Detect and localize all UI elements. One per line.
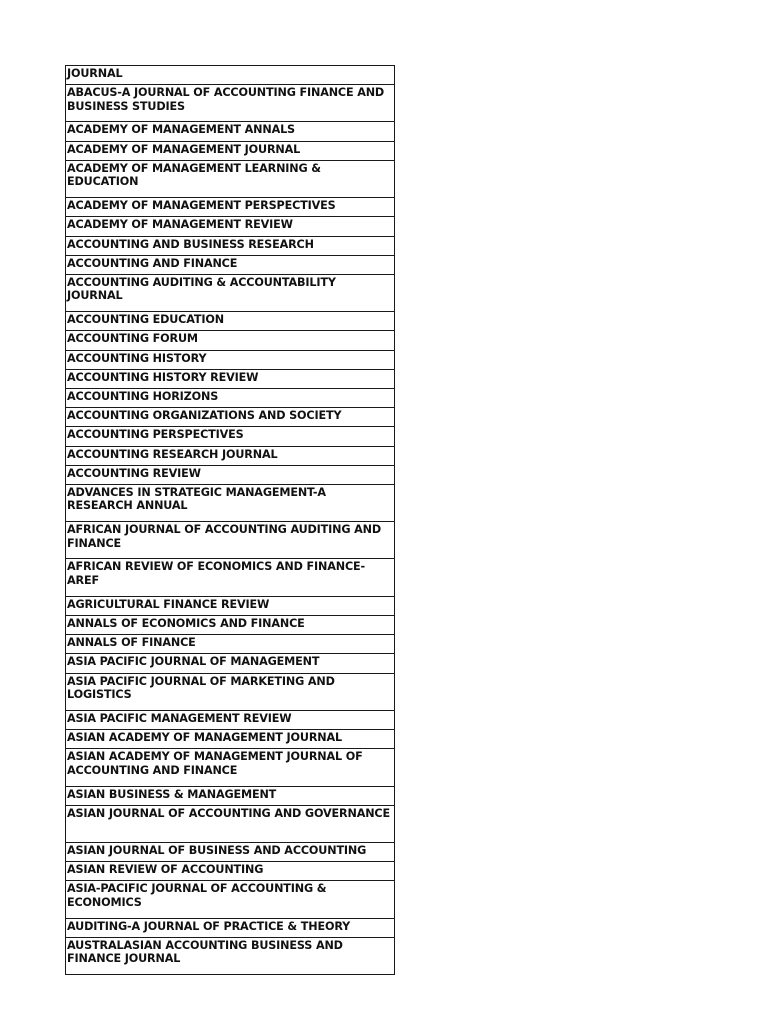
table-row <box>66 350 395 369</box>
table-row <box>66 198 395 217</box>
journal-cell[interactable]: ACCOUNTING REVIEW <box>66 465 395 484</box>
journal-table <box>65 65 395 975</box>
table-row <box>66 710 395 729</box>
journal-cell[interactable]: ACCOUNTING AUDITING & ACCOUNTABILITY JOURNAL <box>66 274 395 311</box>
journal-cell[interactable]: ASIAN ACADEMY OF MANAGEMENT JOURNAL OF ACCOUNTING AND FINANCE <box>66 749 395 786</box>
journal-cell[interactable]: ASIA PACIFIC MANAGEMENT REVIEW <box>66 710 395 729</box>
table-row <box>66 673 395 710</box>
journal-cell[interactable]: ASIAN REVIEW OF ACCOUNTING <box>66 862 395 881</box>
header-row <box>66 66 395 85</box>
journal-cell[interactable]: ANNALS OF ECONOMICS AND FINANCE <box>66 615 395 634</box>
journal-cell[interactable]: ASIA PACIFIC JOURNAL OF MARKETING AND LOGISTICS <box>66 673 395 710</box>
journal-cell[interactable]: ASIAN ACADEMY OF MANAGEMENT JOURNAL <box>66 730 395 749</box>
journal-cell[interactable]: ASIAN JOURNAL OF ACCOUNTING AND GOVERNANCE <box>66 805 395 842</box>
table-row <box>66 236 395 255</box>
table-row <box>66 217 395 236</box>
journal-cell[interactable]: ABACUS-A JOURNAL OF ACCOUNTING FINANCE AND BUSINESS STUDIES <box>66 85 395 122</box>
journal-cell[interactable]: ACCOUNTING AND FINANCE <box>66 255 395 274</box>
table-row <box>66 522 395 559</box>
table-row <box>66 881 395 918</box>
journal-cell[interactable]: ACCOUNTING HISTORY <box>66 350 395 369</box>
journal-cell[interactable]: ASIA-PACIFIC JOURNAL OF ACCOUNTING & ECONOMICS <box>66 881 395 918</box>
journal-cell[interactable]: ACCOUNTING HISTORY REVIEW <box>66 369 395 388</box>
table-row <box>66 331 395 350</box>
journal-rows <box>66 85 395 975</box>
table-row <box>66 805 395 842</box>
journal-cell[interactable]: AUDITING-A JOURNAL OF PRACTICE & THEORY <box>66 918 395 937</box>
table-row <box>66 654 395 673</box>
table-row <box>66 446 395 465</box>
journal-cell[interactable]: ACADEMY OF MANAGEMENT REVIEW <box>66 217 395 236</box>
journal-cell[interactable]: ACADEMY OF MANAGEMENT PERSPECTIVES <box>66 198 395 217</box>
journal-cell[interactable]: ACADEMY OF MANAGEMENT ANNALS <box>66 122 395 141</box>
table-row <box>66 786 395 805</box>
table-row <box>66 465 395 484</box>
table-row <box>66 312 395 331</box>
table-row <box>66 484 395 521</box>
column-header-journal[interactable]: JOURNAL <box>66 66 395 85</box>
journal-cell[interactable]: ACCOUNTING RESEARCH JOURNAL <box>66 446 395 465</box>
journal-cell[interactable]: ASIAN BUSINESS & MANAGEMENT <box>66 786 395 805</box>
journal-cell[interactable]: AGRICULTURAL FINANCE REVIEW <box>66 596 395 615</box>
table-row <box>66 369 395 388</box>
table-row <box>66 274 395 311</box>
table-row <box>66 408 395 427</box>
table-row <box>66 427 395 446</box>
table-row <box>66 122 395 141</box>
journal-cell[interactable]: AUSTRALASIAN ACCOUNTING BUSINESS AND FINANCE JOURNAL <box>66 937 395 974</box>
table-row <box>66 635 395 654</box>
table-row <box>66 596 395 615</box>
table-row <box>66 141 395 160</box>
table-row <box>66 937 395 974</box>
journal-cell[interactable]: ACCOUNTING AND BUSINESS RESEARCH <box>66 236 395 255</box>
journal-cell[interactable]: ACCOUNTING PERSPECTIVES <box>66 427 395 446</box>
table-row <box>66 842 395 861</box>
journal-cell[interactable]: ACCOUNTING EDUCATION <box>66 312 395 331</box>
table-row <box>66 255 395 274</box>
table-row <box>66 615 395 634</box>
journal-cell[interactable]: AFRICAN JOURNAL OF ACCOUNTING AUDITING AND FINANCE <box>66 522 395 559</box>
table-row <box>66 388 395 407</box>
table-row <box>66 749 395 786</box>
table-row <box>66 559 395 596</box>
journal-cell[interactable]: ACCOUNTING FORUM <box>66 331 395 350</box>
journal-cell[interactable]: ASIA PACIFIC JOURNAL OF MANAGEMENT <box>66 654 395 673</box>
journal-cell[interactable]: ACCOUNTING ORGANIZATIONS AND SOCIETY <box>66 408 395 427</box>
journal-cell[interactable]: ADVANCES IN STRATEGIC MANAGEMENT-A RESEARCH ANNUAL <box>66 484 395 521</box>
table-row <box>66 730 395 749</box>
journal-cell[interactable]: ACADEMY OF MANAGEMENT LEARNING & EDUCATION <box>66 160 395 197</box>
journal-cell[interactable]: ACCOUNTING HORIZONS <box>66 388 395 407</box>
journal-cell[interactable]: ACADEMY OF MANAGEMENT JOURNAL <box>66 141 395 160</box>
journal-cell[interactable]: AFRICAN REVIEW OF ECONOMICS AND FINANCE-AREF <box>66 559 395 596</box>
table-row <box>66 160 395 197</box>
table-row <box>66 85 395 122</box>
journal-cell[interactable]: ASIAN JOURNAL OF BUSINESS AND ACCOUNTING <box>66 842 395 861</box>
table-row <box>66 862 395 881</box>
table-row <box>66 918 395 937</box>
journal-cell[interactable]: ANNALS OF FINANCE <box>66 635 395 654</box>
